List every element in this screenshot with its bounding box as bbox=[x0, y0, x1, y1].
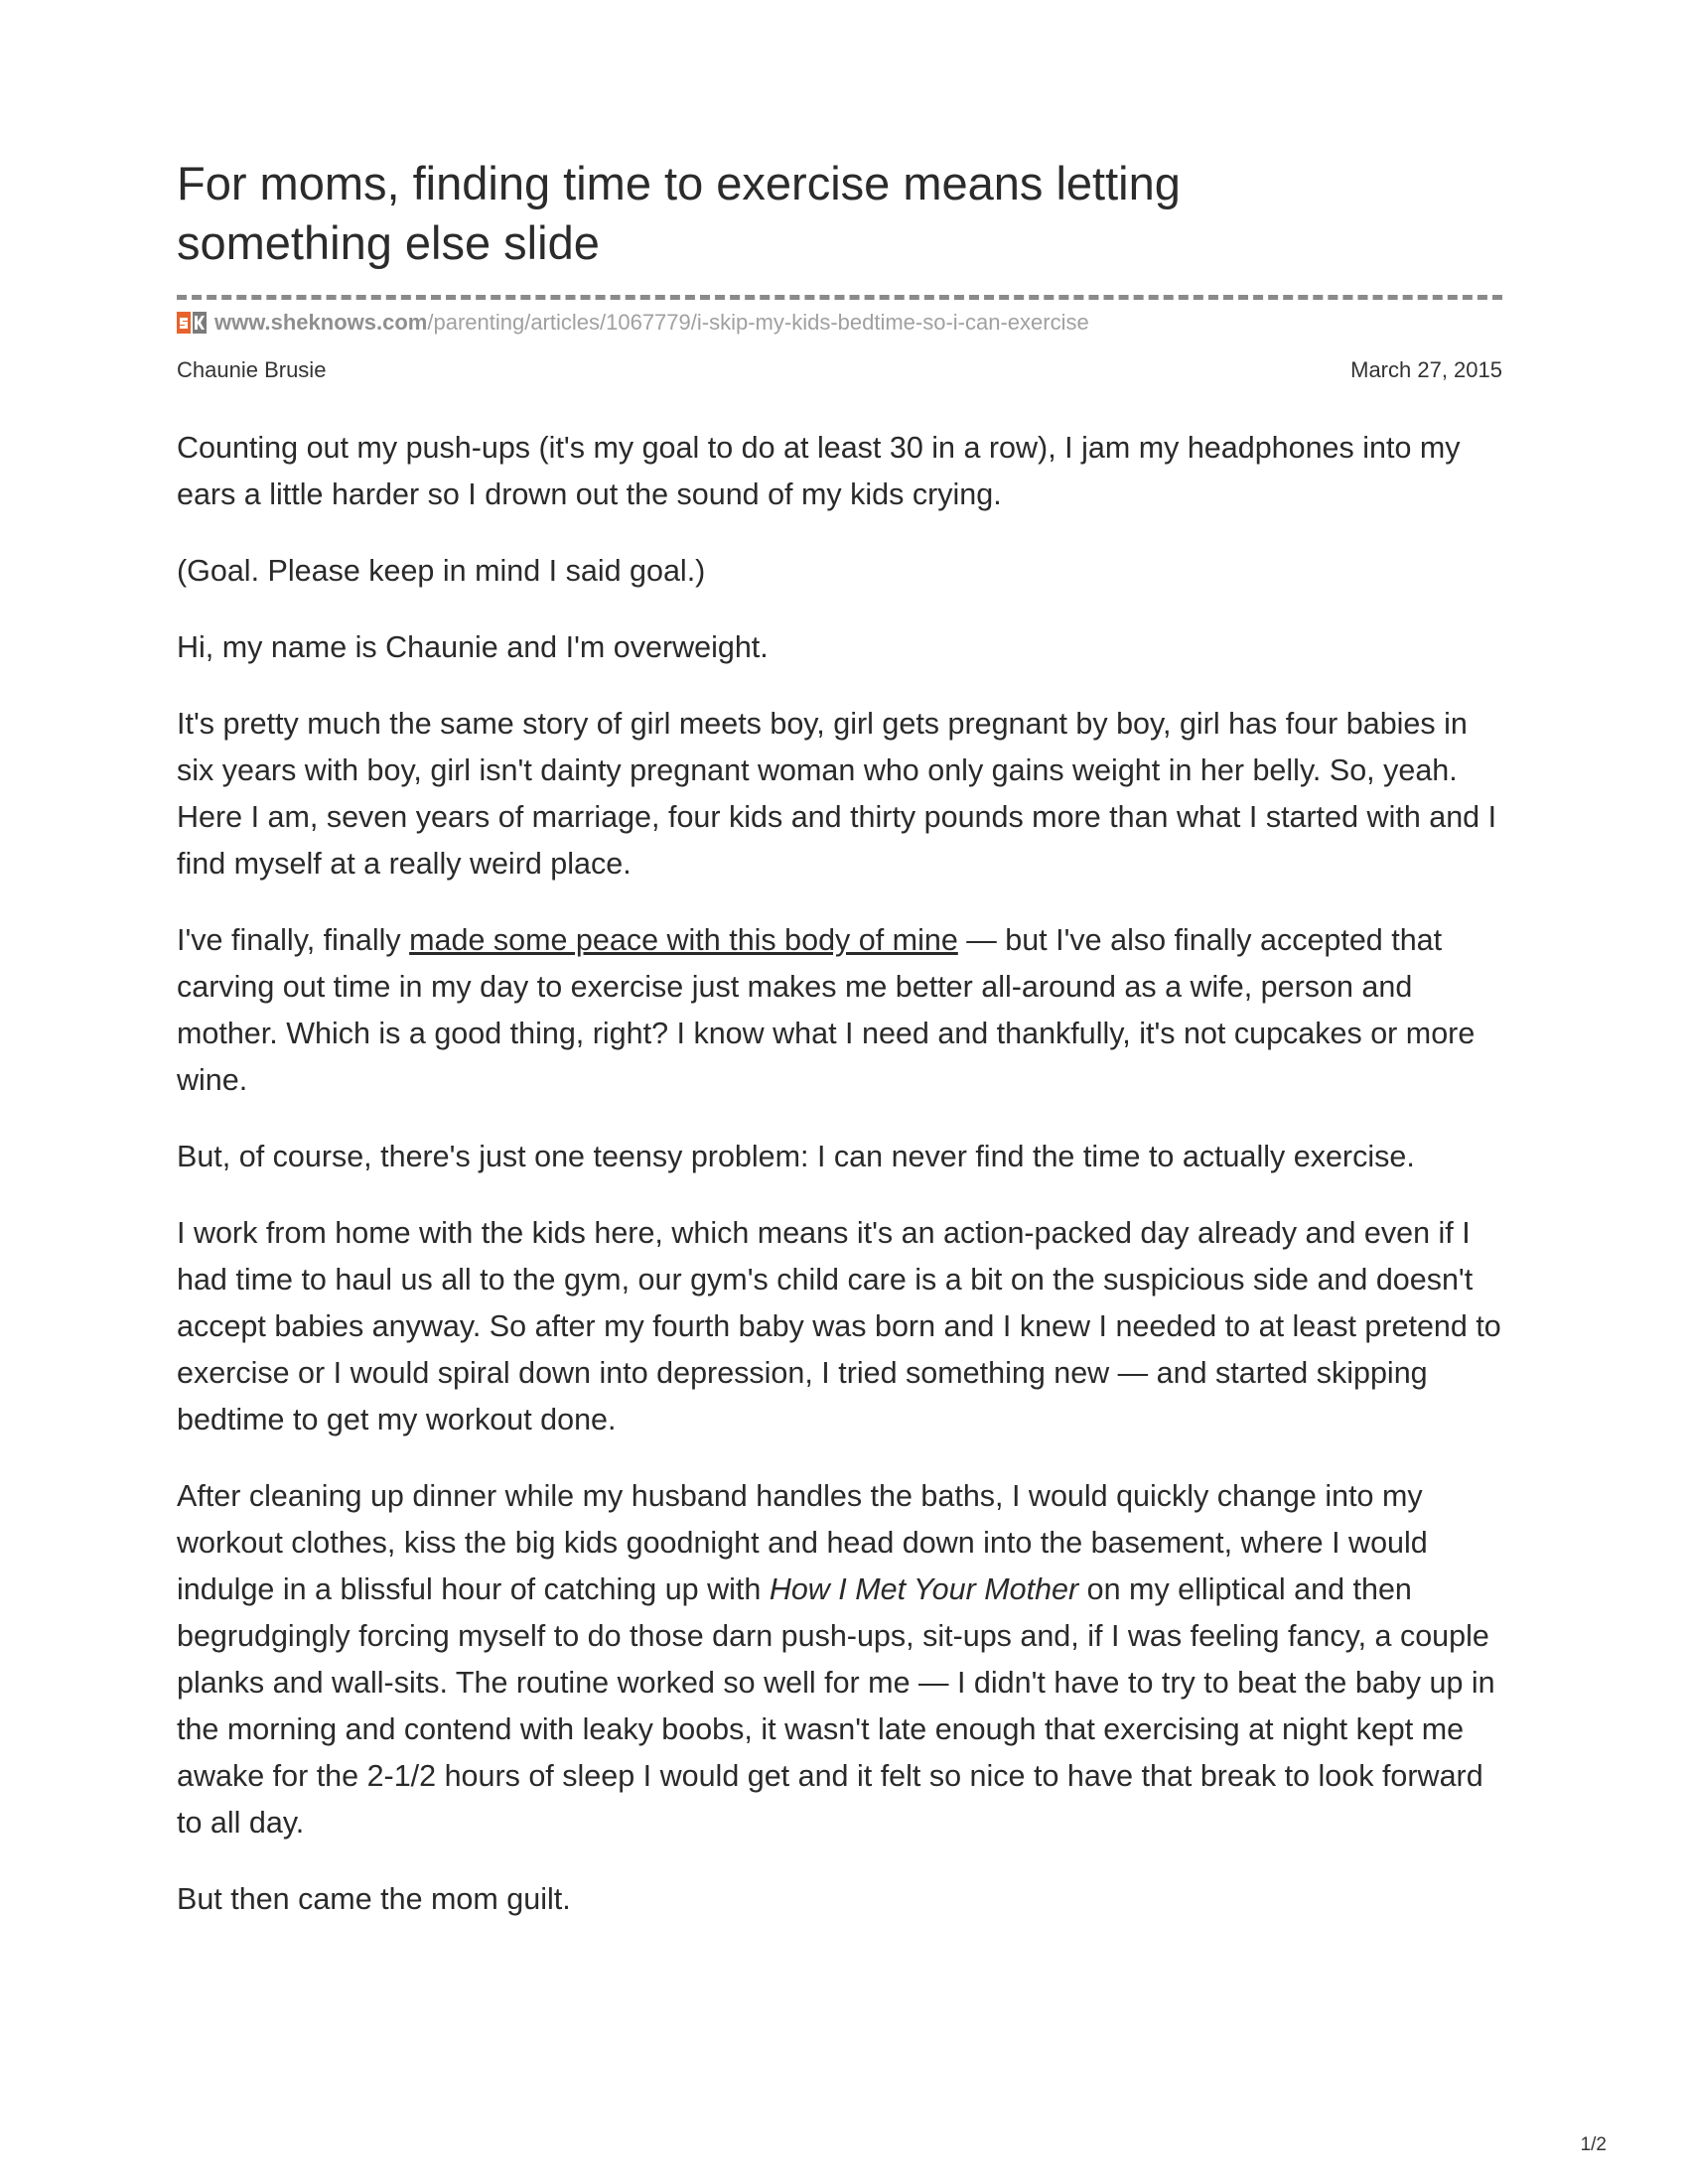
body-peace-link[interactable]: made some peace with this body of mine bbox=[409, 923, 958, 957]
source-domain-link[interactable]: www.sheknows.com bbox=[214, 310, 428, 335]
paragraph-8-text-rest: on my elliptical and then begrudgingly forcing myself to do those darn push-ups, sit-ups and, if I was feeling fancy, a couple planks and wall-sits. The routine worked so well for me — I didn't have to try to beat the baby up in the morning and contend with leaky boobs, it wasn't late enough that exercising at night kept me awake for the 2-1/2 hours of sleep I would get and it felt so nice to have that break to look forward to all day. bbox=[177, 1572, 1495, 1840]
byline bbox=[177, 357, 1502, 383]
dashed-divider bbox=[177, 295, 1502, 300]
paragraph-8-text: After cleaning up dinner while my husband handles the baths, I would quickly change into my workout clothes, kiss the big kids goodnight and head down into the basement, where I would indulge in a blissful hour of catching up with bbox=[177, 1479, 1428, 1606]
paragraph-5 bbox=[177, 917, 1502, 1104]
paragraph-1: Counting out my push-ups (it's my goal to do at least 30 in a row), I jam my headphones into my ears a little harder so I drown out the sound of my kids crying. bbox=[177, 431, 1461, 511]
page-number: 1/2 bbox=[1580, 2134, 1607, 2155]
sheknows-logo-icon bbox=[177, 311, 207, 335]
show-title: How I Met Your Mother bbox=[769, 1572, 1079, 1606]
publish-date: March 27, 2015 bbox=[1350, 357, 1502, 382]
paragraph-3: Hi, my name is Chaunie and I'm overweight. bbox=[177, 630, 769, 664]
paragraph-5-text: I've finally, finally bbox=[177, 923, 410, 957]
paragraph-9: But then came the mom guilt. bbox=[177, 1882, 571, 1916]
paragraph-8 bbox=[177, 1473, 1502, 1846]
source-line bbox=[177, 310, 1502, 336]
paragraph-5-text-rest: — but I've also finally accepted that carving out time in my day to exercise just makes me better all-around as a wife, person and mother. Which is a good thing, right? I know what I need and thankfully, it's not cupcakes or more wine. bbox=[177, 923, 1476, 1097]
article-body bbox=[177, 425, 1502, 1923]
article bbox=[177, 154, 1502, 1953]
paragraph-7: I work from home with the kids here, which means it's an action-packed day already and even if I had time to haul us all to the gym, our gym's child care is a bit on the suspicious side and doesn't accept babies anyway. So after my fourth baby was born and I knew I needed to at least pretend to exercise or I would spiral down into depression, I tried something new — and started skipping bedtime to get my workout done. bbox=[177, 1216, 1501, 1436]
paragraph-4: It's pretty much the same story of girl meets boy, girl gets pregnant by boy, girl has four babies in six years with boy, girl isn't dainty pregnant woman who only gains weight in her belly. So, yeah. Here I am, seven years of marriage, four kids and thirty pounds more than what I started with and I find myself at a really weird place. bbox=[177, 707, 1497, 881]
paragraph-2: (Goal. Please keep in mind I said goal.) bbox=[177, 554, 706, 588]
author-name: Chaunie Brusie bbox=[177, 357, 327, 382]
article-title: For moms, finding time to exercise means letting something else slide bbox=[177, 157, 1181, 269]
paragraph-6: But, of course, there's just one teensy problem: I can never find the time to actually exercise. bbox=[177, 1140, 1415, 1173]
source-path-link[interactable]: /parenting/articles/1067779/i-skip-my-kids-bedtime-so-i-can-exercise bbox=[427, 310, 1089, 335]
